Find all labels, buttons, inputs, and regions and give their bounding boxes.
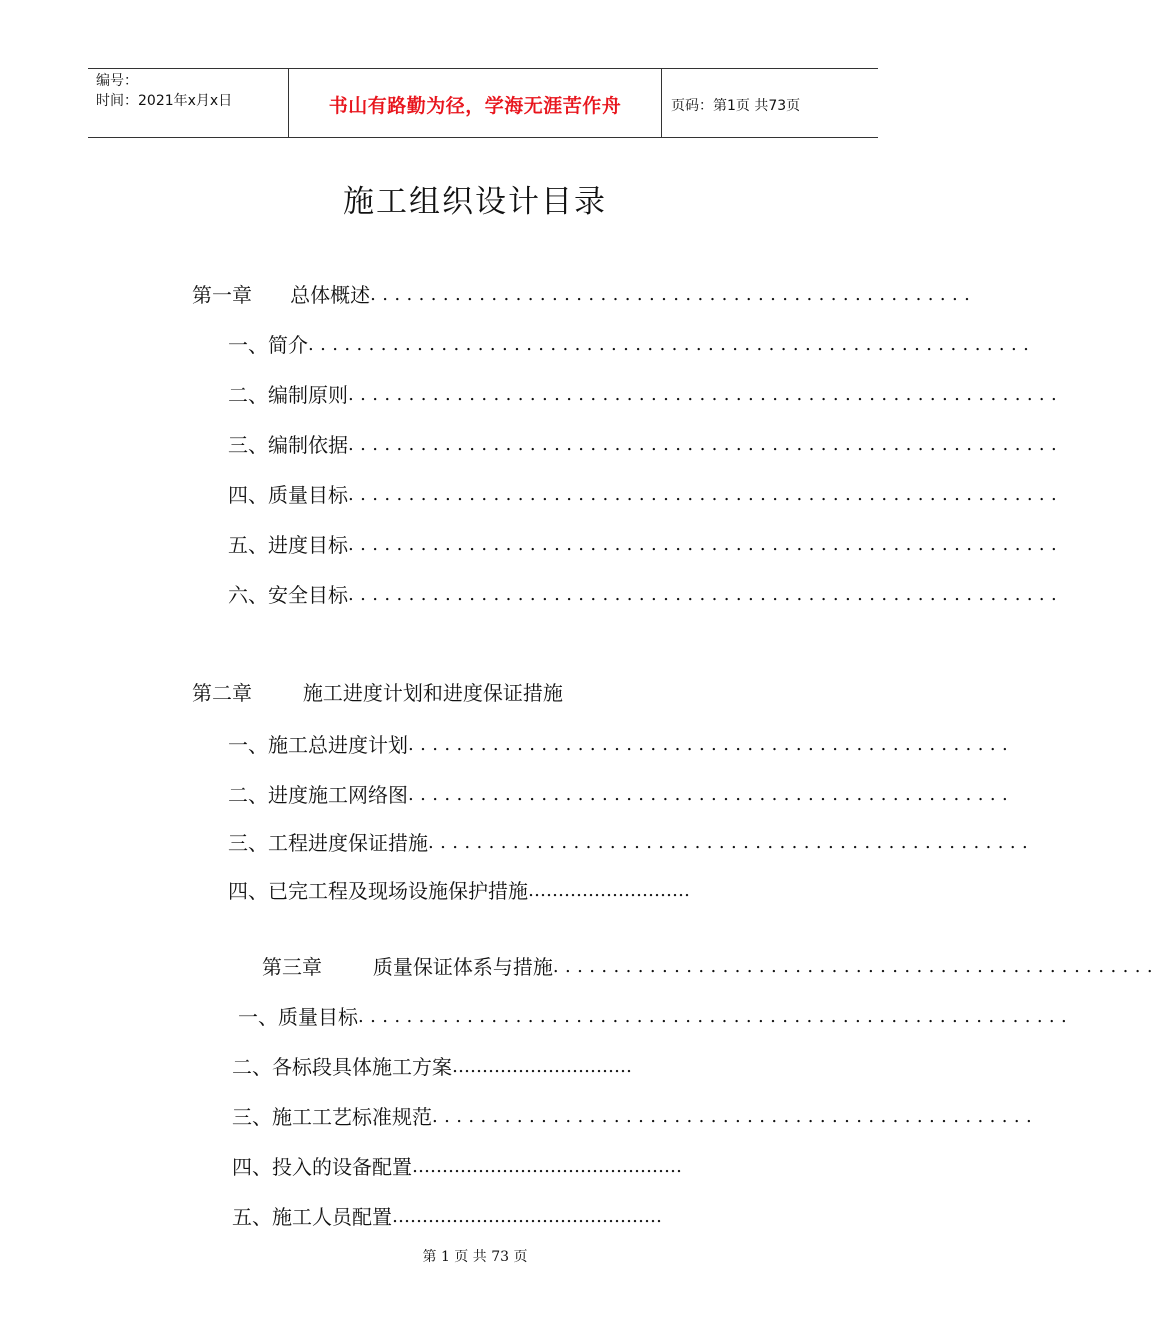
toc-entry (232, 1152, 682, 1182)
toc-entry-label: 二、进度施工网络图 (228, 783, 408, 807)
toc-entry (228, 730, 1015, 760)
toc-entry (232, 1202, 662, 1232)
toc-entry-label: 四、投入的设备配置 (232, 1155, 412, 1179)
toc-leader-dots: ........................................................... (348, 384, 1064, 405)
toc-leader-dots: ............................................................ (308, 334, 1036, 355)
toc-leader-dots: ………………………… (452, 1056, 632, 1077)
toc-entry (228, 780, 1015, 810)
document-code-label: 编号： (96, 73, 138, 89)
toc-entry (228, 330, 1036, 360)
header-motto: 书山有路勤为径，学海无涯苦作舟 (328, 95, 622, 117)
toc-entry-label: 三、编制依据 (228, 433, 348, 457)
toc-entry (228, 580, 1064, 610)
toc-entry (228, 828, 1035, 858)
toc-entry-label: 一、质量目标 (238, 1005, 358, 1029)
toc-entry (192, 280, 977, 310)
toc-leader-dots: ........................................................... (348, 584, 1064, 605)
toc-entry-label: 三、工程进度保证措施 (228, 831, 428, 855)
toc-leader-dots: ........................................................... (348, 484, 1064, 505)
toc-entry (262, 952, 1159, 982)
toc-entry (238, 1002, 1074, 1032)
toc-entry-label: 一、简介 (228, 333, 308, 357)
toc-entry-label: 三、施工工艺标准规范 (232, 1105, 432, 1129)
toc-entry (228, 430, 1064, 460)
toc-entry (228, 876, 690, 906)
toc-leader-dots: .................................................. (408, 784, 1015, 805)
toc-chapter-heading (192, 678, 563, 708)
header-page-info: 页码：第1页 共73页 (671, 98, 801, 114)
toc-entry (232, 1102, 1039, 1132)
toc-entry-label: 一、施工总进度计划 (228, 733, 408, 757)
toc-entry-label: 六、安全目标 (228, 583, 348, 607)
toc-entry-label: 四、质量目标 (228, 483, 348, 507)
toc-leader-dots: .................................................. (408, 734, 1015, 755)
toc-leader-dots: ........................................................... (358, 1006, 1074, 1027)
toc-entry (228, 530, 1064, 560)
toc-entry-label: 第三章 质量保证体系与措施 (262, 955, 553, 979)
toc-entry-label: 第二章 施工进度计划和进度保证措施 (192, 681, 563, 705)
page-header (88, 68, 878, 138)
header-page-cell (661, 69, 878, 137)
toc-leader-dots: .................................................. (428, 832, 1035, 853)
toc-entry-label: 五、进度目标 (228, 533, 348, 557)
toc-entry-label: 二、各标段具体施工方案 (232, 1055, 452, 1079)
toc-leader-dots: ……………………………………… (392, 1206, 662, 1227)
document-time-label: 时间：2021年x月x日 (96, 93, 233, 109)
toc-entry-label: 第一章 总体概述 (192, 283, 371, 307)
page-footer: 第 1 页 共 73 页 (422, 1249, 528, 1265)
toc-entry-label: 四、已完工程及现场设施保护措施 (228, 879, 528, 903)
toc-entry (228, 380, 1064, 410)
document-title: 施工组织设计目录 (343, 184, 607, 220)
toc-entry (232, 1052, 632, 1082)
toc-entry-label: 二、编制原则 (228, 383, 348, 407)
toc-leader-dots: ........................................................... (348, 434, 1064, 455)
toc-leader-dots: ……………………… (528, 880, 690, 901)
toc-leader-dots: ........................................................... (348, 534, 1064, 555)
toc-entry-label: 五、施工人员配置 (232, 1205, 392, 1229)
toc-leader-dots: .................................................. (552, 956, 1159, 977)
toc-entry (228, 480, 1064, 510)
toc-leader-dots: ……………………………………… (412, 1156, 682, 1177)
header-motto-cell (288, 69, 662, 137)
header-meta-cell (88, 69, 288, 137)
toc-leader-dots: .................................................. (432, 1106, 1039, 1127)
toc-leader-dots: .................................................. (370, 284, 977, 305)
